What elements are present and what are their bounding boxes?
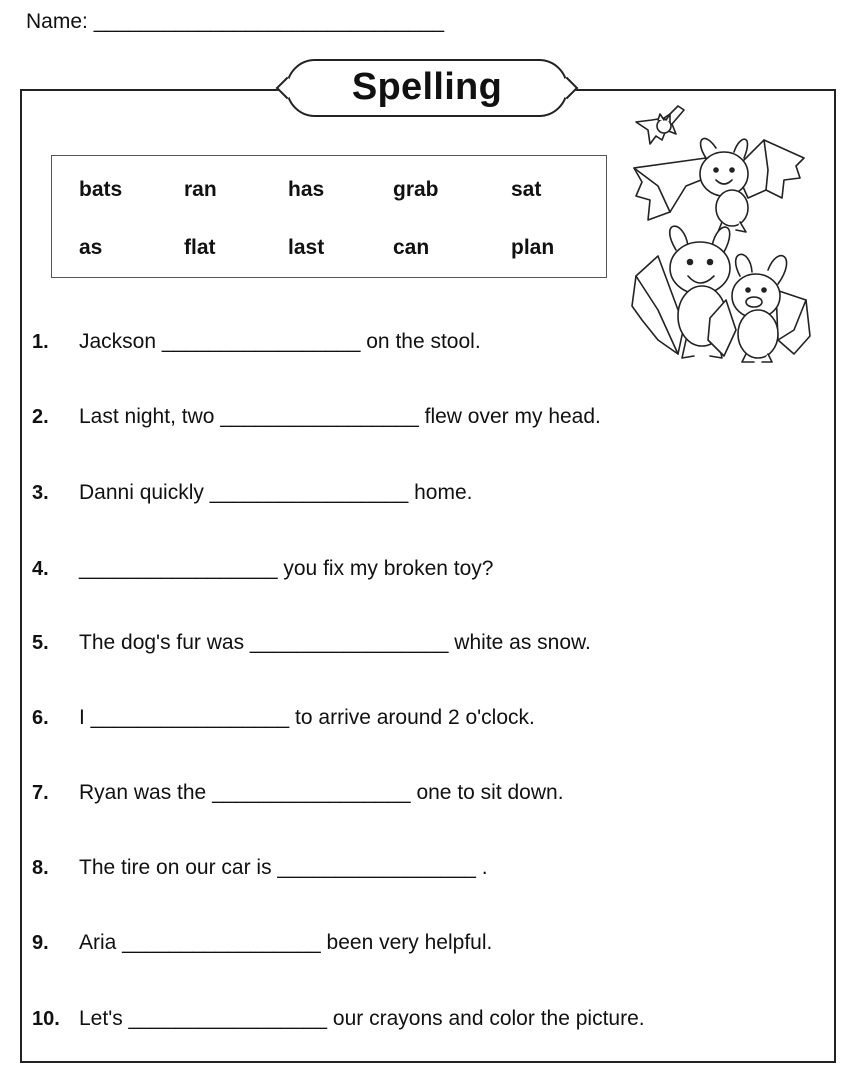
bats-illustration [628, 100, 812, 364]
question-4-text: _________________ you fix my broken toy? [79, 557, 494, 580]
page-title: Spelling [351, 66, 503, 108]
question-8-text: The tire on our car is _________________ . [79, 856, 488, 879]
question-2-text: Last night, two _________________ flew over my head. [79, 405, 601, 428]
title-banner [286, 59, 568, 117]
question-3-text: Danni quickly _________________ home. [79, 481, 473, 504]
word-bats: bats [79, 178, 123, 201]
word-has: has [288, 178, 325, 201]
word-grab: grab [393, 178, 439, 201]
name-label: Name: [26, 10, 88, 33]
question-2-number: 2. [32, 406, 49, 428]
name-field[interactable] [26, 10, 444, 34]
question-5-number: 5. [32, 632, 49, 654]
question-3-number: 3. [32, 482, 49, 504]
question-5-text: The dog's fur was _________________ white as snow. [79, 631, 591, 654]
question-6-number: 6. [32, 707, 49, 729]
question-10-text: Let's _________________ our crayons and color the picture. [79, 1007, 645, 1030]
name-blank[interactable]: ______________________________ [93, 10, 445, 33]
question-9-number: 9. [32, 932, 49, 954]
question-10-number: 10. [32, 1008, 60, 1030]
question-6-text: I _________________ to arrive around 2 o'clock. [79, 706, 535, 729]
question-9-text: Aria _________________ been very helpful. [79, 931, 493, 954]
word-bank [51, 155, 607, 278]
question-4-number: 4. [32, 558, 49, 580]
question-8-number: 8. [32, 857, 49, 879]
question-7-text: Ryan was the _________________ one to sit down. [79, 781, 564, 804]
question-7-number: 7. [32, 782, 49, 804]
word-plan: plan [511, 236, 555, 259]
word-can: can [393, 236, 430, 259]
word-flat: flat [184, 236, 216, 259]
word-ran: ran [184, 178, 217, 201]
word-last: last [288, 236, 325, 259]
question-1-number: 1. [32, 331, 49, 353]
word-sat: sat [511, 178, 542, 201]
word-as: as [79, 236, 103, 259]
question-1-text: Jackson _________________ on the stool. [79, 330, 481, 353]
